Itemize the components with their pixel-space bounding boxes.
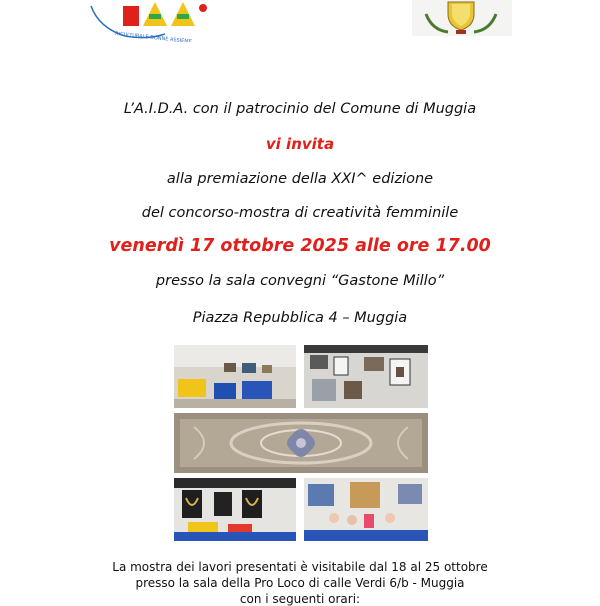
- footer-line-location: presso la sala della Pro Loco di calle Verdi 6/b - Muggia: [135, 576, 465, 590]
- footer-line-dates: La mostra dei lavori presentati è visitabile dal 18 al 25 ottobre: [112, 560, 488, 574]
- paintings-and-dolls-photo: [304, 478, 428, 541]
- invitation-line-date: venerdì 17 ottobre 2025 alle ore 17.00: [109, 236, 491, 256]
- embroidery-panel-photo: [174, 413, 428, 473]
- framed-artworks-photo: [304, 345, 428, 408]
- muggia-coat-of-arms-icon: [412, 0, 512, 36]
- footer-line-hours: con i seguenti orari:: [239, 592, 361, 606]
- aida-logo: [85, 0, 230, 42]
- invitation-line-award: alla premiazione della XXI^ edizione: [166, 171, 434, 187]
- invitation-line-venue: presso la sala convegni “Gastone Millo”: [155, 273, 445, 289]
- invitation-line-address: Piazza Repubblica 4 – Muggia: [192, 310, 408, 326]
- invitation-line-patronage: L’A.I.D.A. con il patrocinio del Comune di Muggia: [123, 101, 477, 117]
- aida-logo-icon: [85, 0, 230, 42]
- logo-left-text: RICULTURALE DONNE ASSIEME: [114, 31, 193, 42]
- exhibition-room-photo: [174, 345, 296, 408]
- invitation-line-contest: del concorso-mostra di creatività femminile: [141, 205, 459, 221]
- muggia-coat-of-arms: [412, 0, 512, 36]
- jewelry-display-photo: [174, 478, 296, 541]
- invitation-line-invites: vi invita: [265, 135, 335, 153]
